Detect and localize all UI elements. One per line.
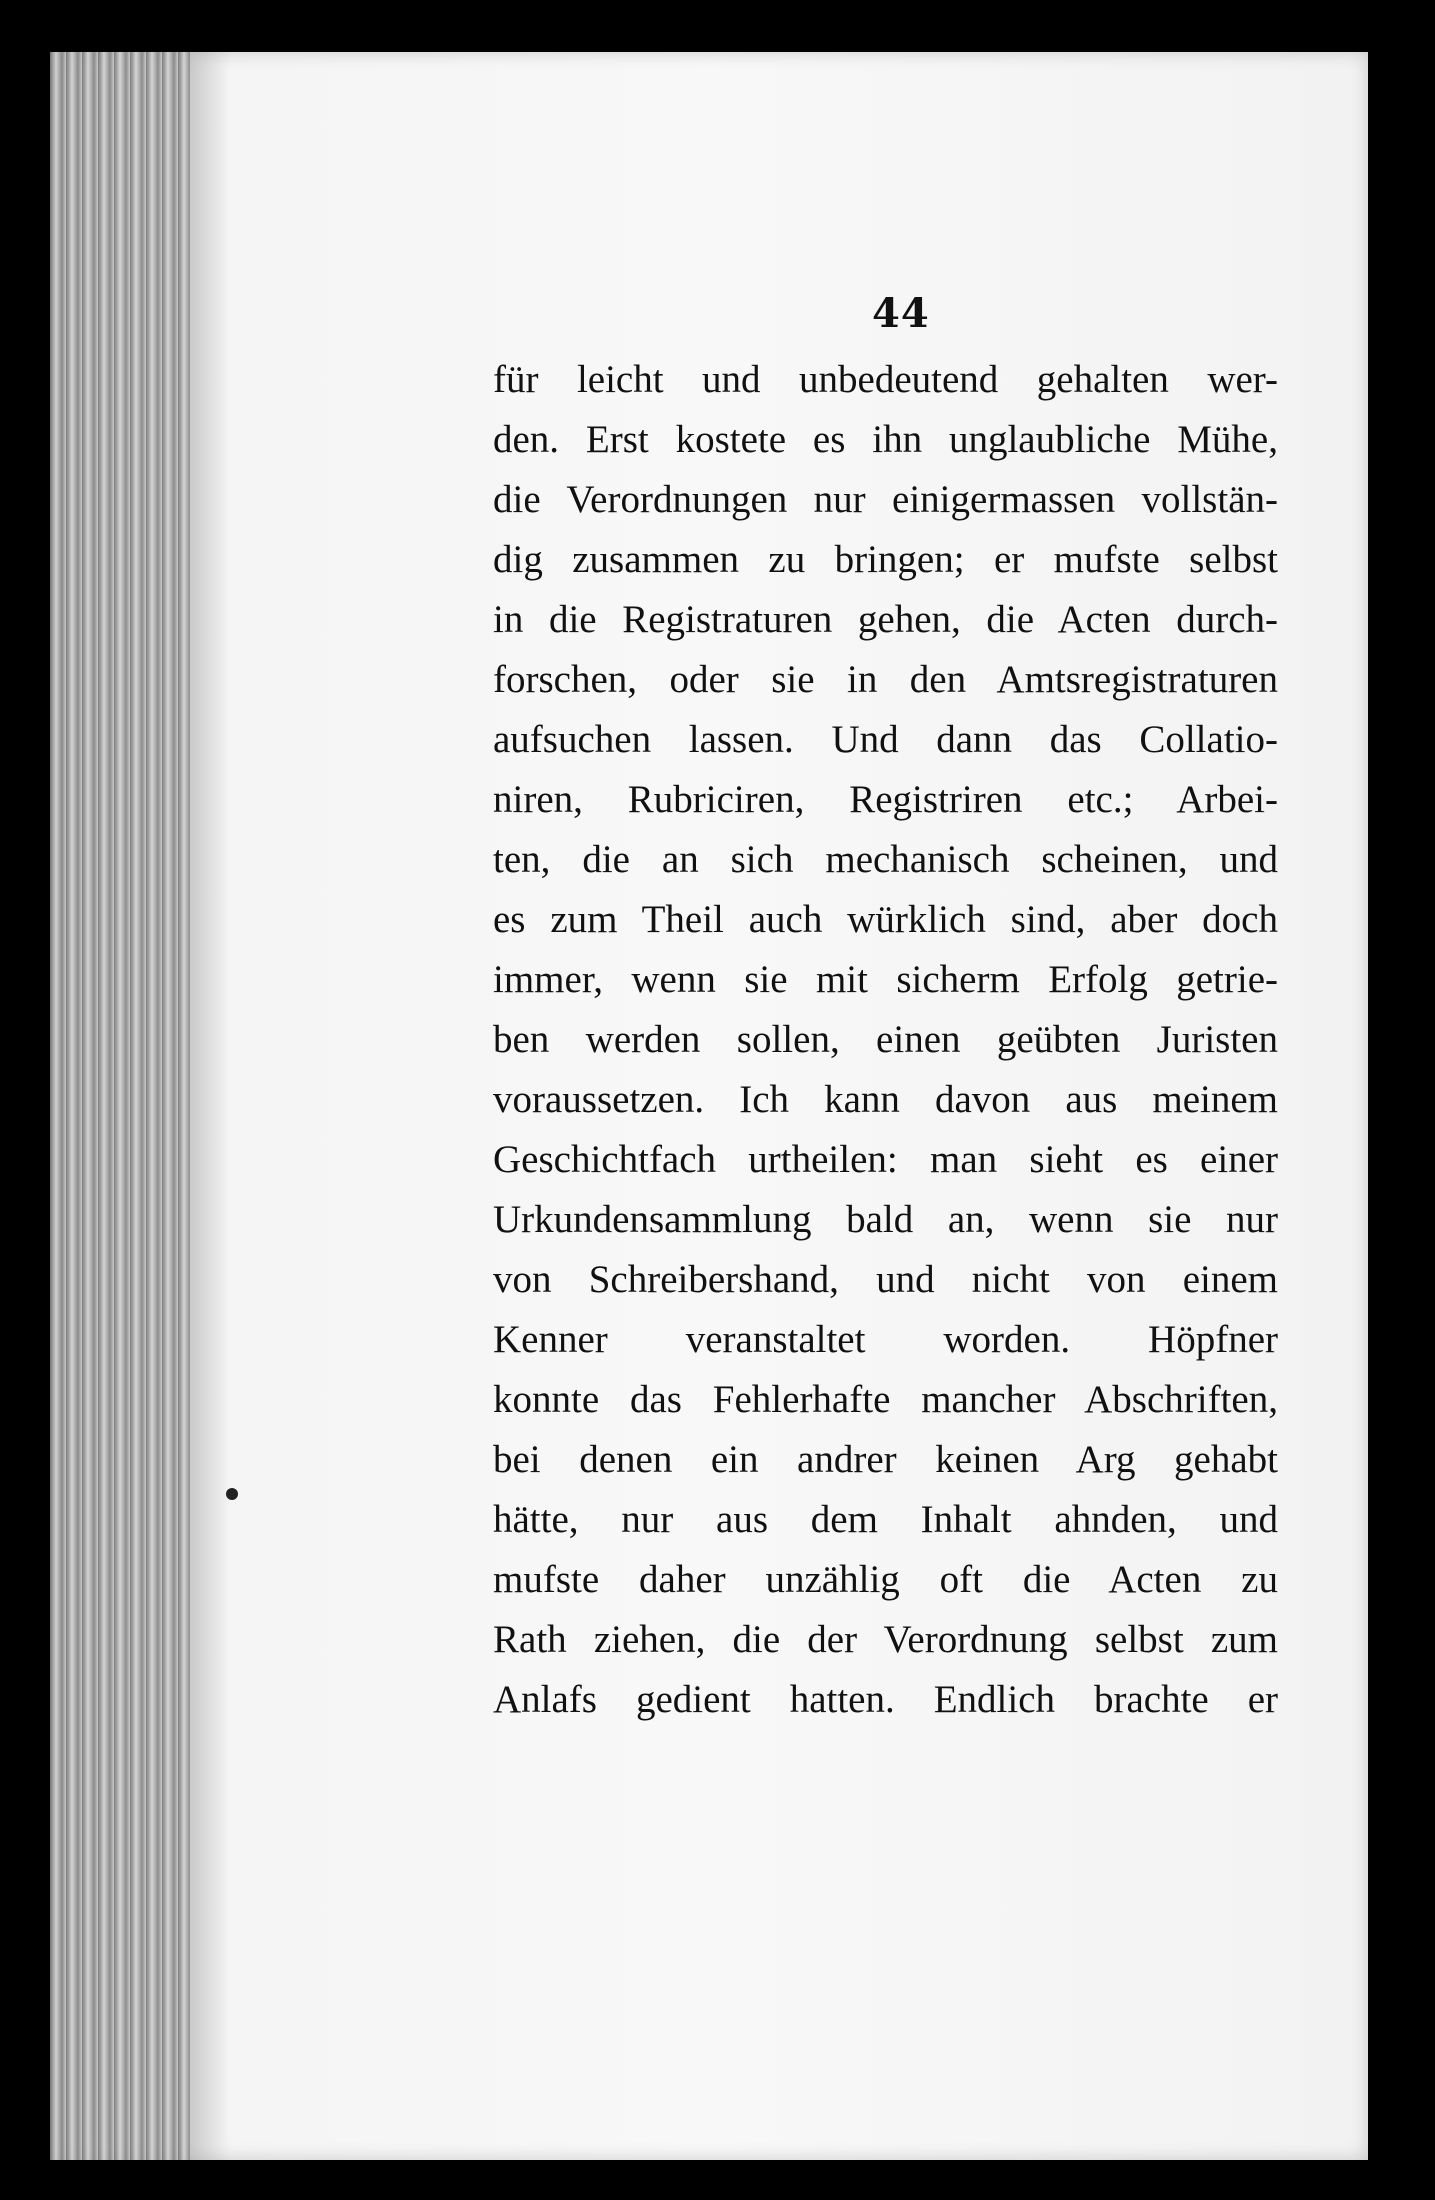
page-number: 44 — [872, 290, 930, 337]
text-line: Kenner veranstaltet worden. Höpfner — [493, 1318, 1278, 1361]
text-line: ten, die an sich mechanisch scheinen, und — [493, 838, 1278, 881]
text-line: aufsuchen lassen. Und dann das Collatio- — [493, 718, 1278, 761]
text-line: Anlafs gedient hatten. Endlich brachte er — [493, 1678, 1278, 1721]
text-line: ben werden sollen, einen geübten Juristen — [493, 1018, 1278, 1061]
text-line: forschen, oder sie in den Amtsregistraturen — [493, 658, 1278, 701]
text-line: es zum Theil auch würklich sind, aber doch — [493, 898, 1278, 941]
margin-mark — [226, 1488, 238, 1500]
text-line: bei denen ein andrer keinen Arg gehabt — [493, 1438, 1278, 1481]
text-line: Geschichtfach urtheilen: man sieht es einer — [493, 1138, 1278, 1181]
text-line: für leicht und unbedeutend gehalten wer- — [493, 358, 1278, 401]
text-line: immer, wenn sie mit sicherm Erfolg getrie- — [493, 958, 1278, 1001]
text-line: Urkundensammlung bald an, wenn sie nur — [493, 1198, 1278, 1241]
text-line: Rath ziehen, die der Verordnung selbst zum — [493, 1618, 1278, 1661]
text-line: konnte das Fehlerhafte mancher Abschriften, — [493, 1378, 1278, 1421]
text-line: niren, Rubriciren, Registriren etc.; Arbei- — [493, 778, 1278, 821]
text-line: von Schreibershand, und nicht von einem — [493, 1258, 1278, 1301]
page-edges — [50, 52, 190, 2160]
text-line: die Verordnungen nur einigermassen vollstän- — [493, 478, 1278, 521]
text-line: hätte, nur aus dem Inhalt ahnden, und — [493, 1498, 1278, 1541]
body-text — [493, 350, 1278, 1730]
text-line: den. Erst kostete es ihn unglaubliche Mühe, — [493, 418, 1278, 461]
text-line: in die Registraturen gehen, die Acten durch- — [493, 598, 1278, 641]
text-line: dig zusammen zu bringen; er mufste selbst — [493, 538, 1278, 581]
text-line: mufste daher unzählig oft die Acten zu — [493, 1558, 1278, 1601]
text-line: voraussetzen. Ich kann davon aus meinem — [493, 1078, 1278, 1121]
